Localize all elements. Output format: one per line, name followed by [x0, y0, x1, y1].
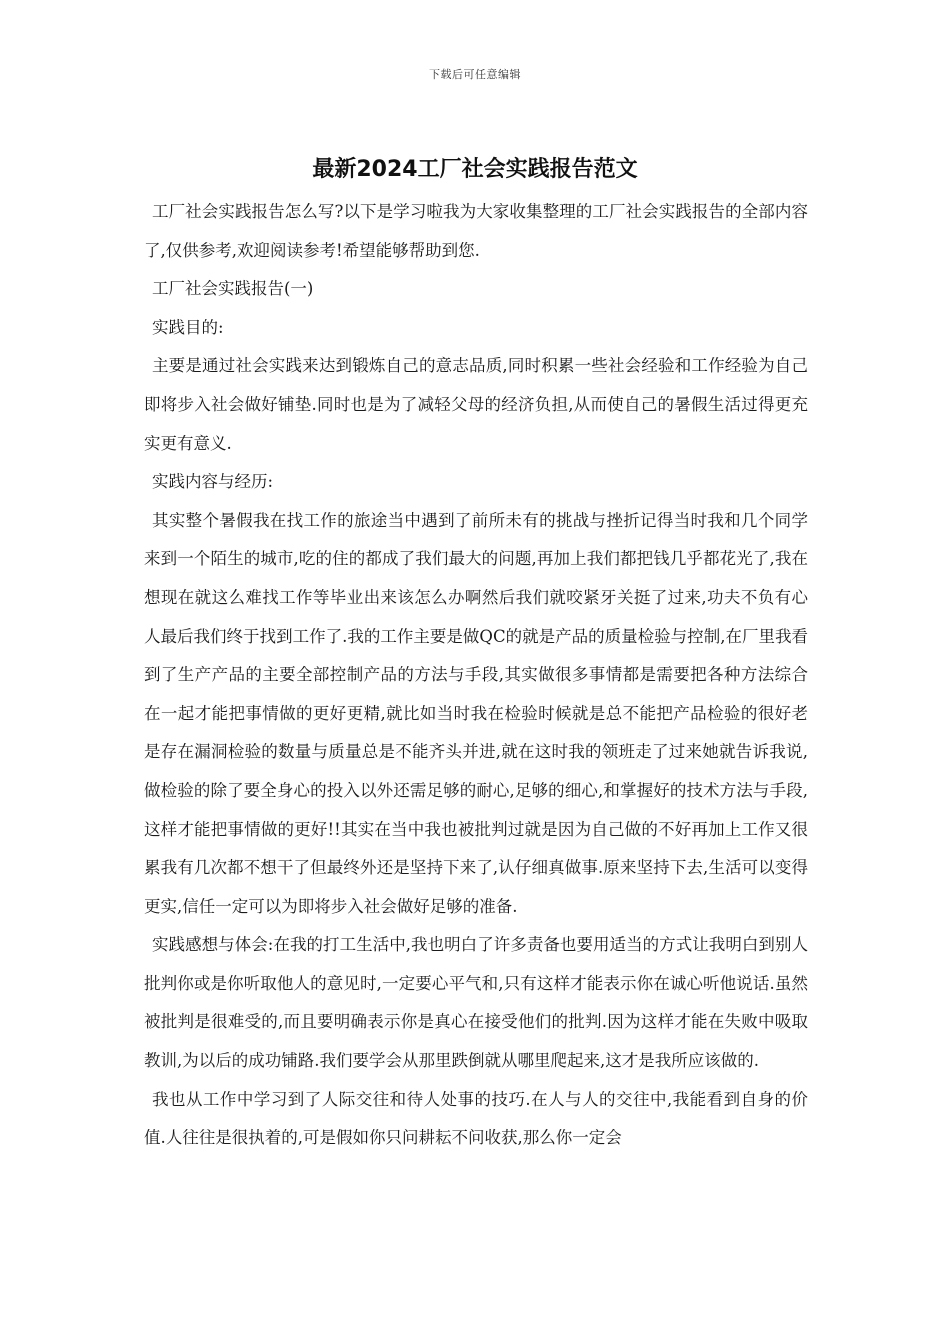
section-heading-content: 实践内容与经历:	[152, 472, 274, 492]
reflection-paragraph: 实践感想与体会:在我的打工生活中,我也明白了许多责备也要用适当的方式让我明白到别人批判你或是你听取他人的意见时,一定要心平气和,只有这样才能表示你在诚心听他说话.虽然被批判是很难受的,而且要明确表示你是真心在接受他们的批判.因为这样才能在失败中吸取教训,为以后的成功铺路.我们要学会从那里跌倒就从哪里爬起来,这才是我所应该做的.	[144, 935, 808, 1071]
purpose-paragraph: 主要是通过社会实践来达到锻炼自己的意志品质,同时积累一些社会经验和工作经验为自己即将步入社会做好铺垫.同时也是为了减轻父母的经济负担,从而使自己的暑假生活过得更充实更有意义.	[144, 356, 808, 453]
content-paragraph: 其实整个暑假我在找工作的旅途当中遇到了前所未有的挑战与挫折记得当时我和几个同学来到一个陌生的城市,吃的住的都成了我们最大的问题,再加上我们都把钱几乎都花光了,我在想现在就这么难找工作等毕业出来该怎么办啊然后我们就咬紧牙关挺了过来,功夫不负有心人最后我们终于找到工作了.我的工作主要是做QC的就是产品的质量检验与控制,在厂里我看到了生产产品的主要全部控制产品的方法与手段,其实做很多事情都是需要把各种方法综合在一起才能把事情做的更好更精,就比如当时我在检验时候就是总不能把产品检验的很好老是存在漏洞检验的数量与质量总是不能齐头并进,就在这时我的领班走了过来她就告诉我说,做检验的除了要全身心的投入以外还需足够的耐心,足够的细心,和掌握好的技术方法与手段,这样才能把事情做的更好!!其实在当中我也被批判过就是因为自己做的不好再加上工作又很累我有几次都不想干了但最终外还是坚持下来了,认仔细真做事.原来坚持下去,生活可以变得更实,信任一定可以为即将步入社会做好足够的准备.	[144, 510, 808, 916]
section-heading-report-one: 工厂社会实践报告(一)	[152, 279, 314, 299]
skills-paragraph: 我也从工作中学习到了人际交往和待人处事的技巧.在人与人的交往中,我能看到自身的价值.人往往是很执着的,可是假如你只问耕耘不问收获,那么你一定会	[144, 1089, 808, 1148]
section-heading-purpose: 实践目的:	[152, 317, 224, 337]
intro-paragraph: 工厂社会实践报告怎么写?以下是学习啦我为大家收集整理的工厂社会实践报告的全部内容了,仅供参考,欢迎阅读参考!希望能够帮助到您.	[144, 202, 808, 260]
header-note: 下载后可任意编辑	[429, 68, 521, 81]
document-body	[144, 193, 808, 1158]
document-title: 最新2024工厂社会实践报告范文	[312, 157, 638, 182]
